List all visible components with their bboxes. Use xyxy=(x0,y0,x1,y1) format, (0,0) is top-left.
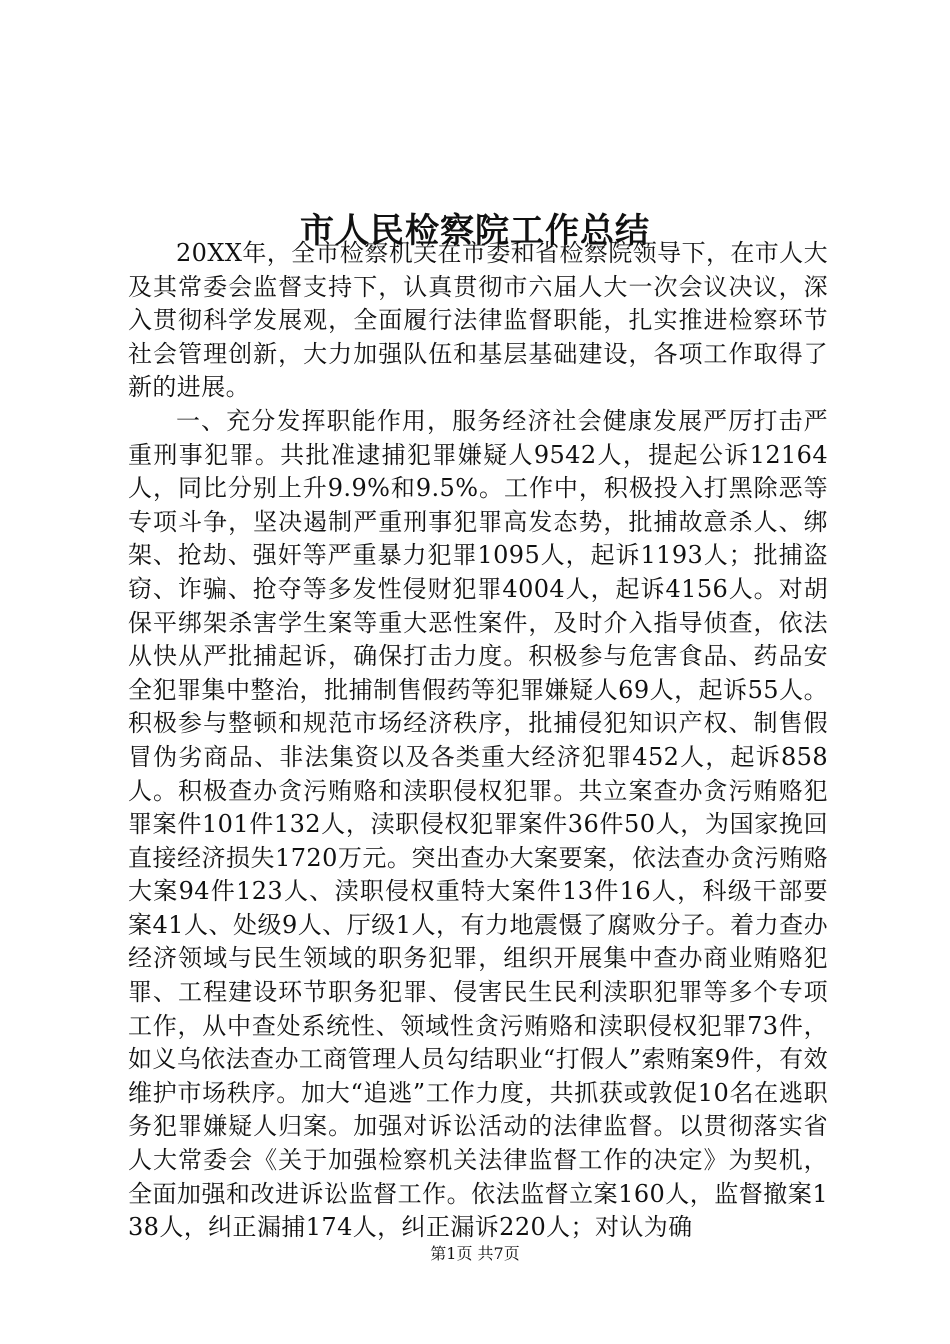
section-one-paragraph: 一、充分发挥职能作用，服务经济社会健康发展严厉打击严重刑事犯罪。共批准逮捕犯罪嫌疑人9542人，提起公诉12164人，同比分别上升9.9%和9.5%。工作中，积极投入打黑除恶等专项斗争，坚决遏制严重刑事犯罪高发态势，批捕故意杀人、绑架、抢劫、强奸等严重暴力犯罪1095人，起诉1193人；批捕盗窃、诈骗、抢夺等多发性侵财犯罪4004人，起诉4156人。对胡保平绑架杀害学生案等重大恶性案件，及时介入指导侦查，依法从快从严批捕起诉，确保打击力度。积极参与危害食品、药品安全犯罪集中整治，批捕制售假药等犯罪嫌疑人69人，起诉55人。积极参与整顿和规范市场经济秩序，批捕侵犯知识产权、制售假冒伪劣商品、非法集资以及各类重大经济犯罪452人，起诉858人。积极查办贪污贿赂和渎职侵权犯罪。共立案查办贪污贿赂犯罪案件101件132人，渎职侵权犯罪案件36件50人，为国家挽回直接经济损失1720万元。突出查办大案要案，依法查办贪污贿赂大案94件123人、渎职侵权重特大案件13件16人，科级干部要案41人、处级9人、厅级1人，有力地震慑了腐败分子。着力查办经济领域与民生领域的职务犯罪，组织开展集中查办商业贿赂犯罪、工程建设环节职务犯罪、侵害民生民利渎职犯罪等多个专项工作，从中查处系统性、领域性贪污贿赂和渎职侵权犯罪73件，如义乌依法查办工商管理人员勾结职业“打假人”索贿案9件，有效维护市场秩序。加大“追逃”工作力度，共抓获或敦促10名在逃职务犯罪嫌疑人归案。加强对诉讼活动的法律监督。以贯彻落实省人大常委会《关于加强检察机关法律监督工作的决定》为契机，全面加强和改进诉讼监督工作。依法监督立案160人，监督撤案138人，纠正漏捕174人，纠正漏诉220人；对认为确 xyxy=(128,406,828,1242)
page-number: 第1页 共7页 xyxy=(430,1244,520,1263)
document-title: 市人民检察院工作总结 xyxy=(300,210,650,251)
intro-paragraph: 20XX年，全市检察机关在市委和省检察院领导下，在市人大及其常委会监督支持下，认真贯彻市六届人大一次会议决议，深入贯彻科学发展观，全面履行法律监督职能，扎实推进检察环节社会管理创新，大力加强队伍和基层基础建设，各项工作取得了新的进展。 xyxy=(128,239,828,402)
document-body xyxy=(128,237,828,1245)
